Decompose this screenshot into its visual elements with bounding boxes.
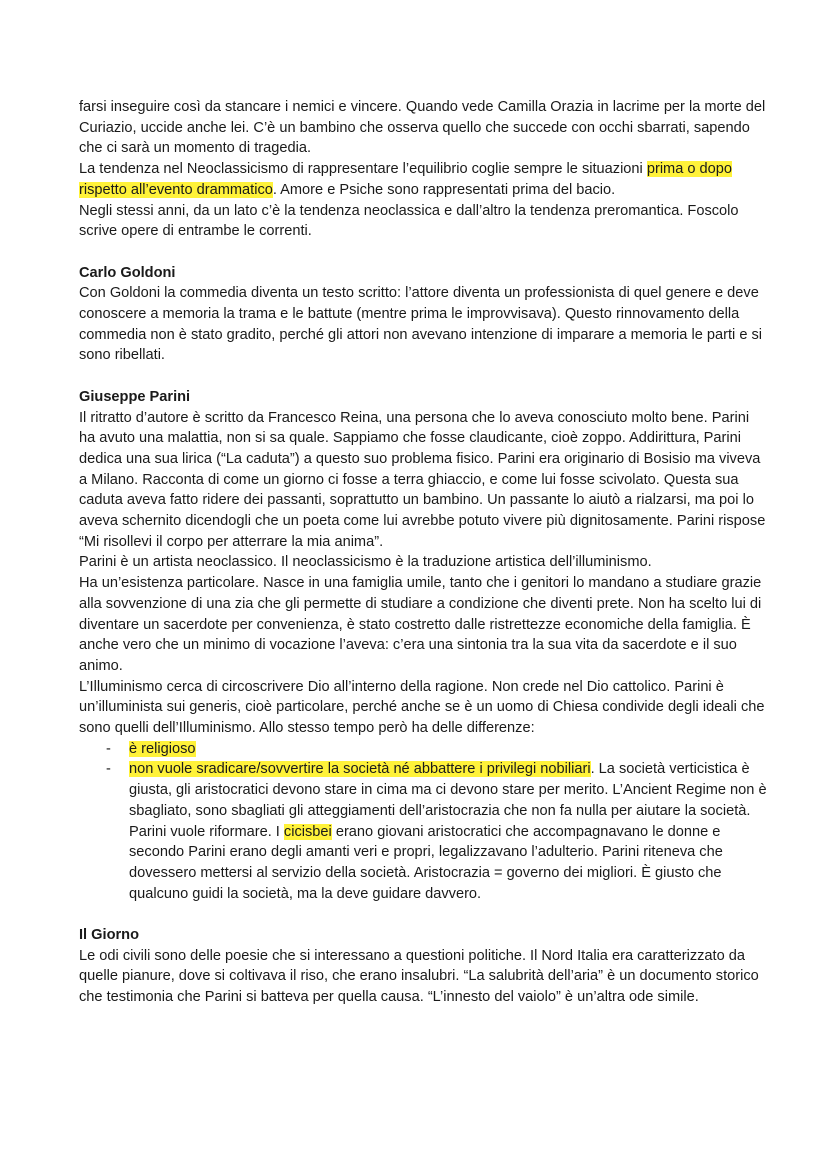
section-heading-parini: Giuseppe Parini [79, 388, 191, 405]
spacer [79, 904, 768, 925]
highlighted-text: prima o dopo rispetto all’evento drammatico [79, 161, 733, 198]
paragraph-goldoni: Con Goldoni la commedia diventa un testo scritto: l’attore diventa un professionista di quel genere e deve conoscere a memoria la trama e le battute (mentre prima le improvvisava). Questo rinnovamento della commedia non è stato gradito, perché gli attori non avevano intenzione di imparare a memoria le parti e si sono ribellati. [79, 285, 763, 364]
list-item [106, 739, 768, 760]
list-item [106, 759, 768, 904]
highlighted-text: cicisbei [283, 823, 332, 840]
paragraph-parini-3: Ha un’esistenza particolare. Nasce in una famiglia umile, tanto che i genitori lo mandano a studiare grazie alla sovvenzione di una zia che gli permette di studiare a condizione che diventi prete. Non ha scelto lui di diventare un sacerdote per convenienza, è stato costretto dalle ristrettezze economiche della famiglia. È anche vero che un minimo di vocazione l’aveva: c’era una sintonia tra la sua vita da sacerdote e il suo animo. [79, 575, 762, 674]
highlighted-text: è religioso [129, 740, 196, 757]
spacer [79, 242, 768, 263]
paragraph-intro-3: Negli stessi anni, da un lato c’è la tendenza neoclassica e dall’altro la tendenza preromantica. Foscolo scrive opere di entrambe le correnti. [79, 202, 739, 240]
spacer [79, 366, 768, 387]
paragraph-parini-2: Parini è un artista neoclassico. Il neoclassicismo è la traduzione artistica dell’illuminismo. [79, 554, 652, 571]
text-segment: . Amore e Psiche sono rappresentati prima del bacio. [272, 181, 616, 198]
paragraph-giorno: Le odi civili sono delle poesie che si interessano a questioni politiche. Il Nord Italia era caratterizzato da quelle pianure, dove si coltivava il riso, che erano insalubri. “La salubrità dell’aria” è un documento storico che testimonia che Parini si batteva per quella causa. “L’innesto del vaiolo” è un’altra ode simile. [79, 947, 759, 1006]
section-heading-giorno: Il Giorno [79, 927, 139, 944]
differences-list [79, 739, 768, 905]
paragraph-intro-2 [79, 159, 768, 200]
highlighted-text: non vuole sradicare/sovvertire la società né abbattere i privilegi nobiliari [129, 761, 591, 778]
text-segment: . La società verticistica è giusta, gli aristocratici devono stare in cima ma ci devono stare per merito. L’Ancient Regime non è sbagliato, sono sbagliati gli atteggiamenti dell’aristocrazia che non fa nulla per aiutare la società. Parini vuole riformare. I [129, 761, 767, 840]
paragraph-parini-1: Il ritratto d’autore è scritto da Francesco Reina, una persona che lo aveva conosciuto molto bene. Parini ha avuto una malattia, non si sa quale. Sappiamo che fosse claudicante, cioè zoppo. Addirittura, Parini dedica una sua lirica (“La caduta”) a questo suo problema fisico. Parini era originario di Bosisio ma viveva a Milano. Racconta di come un giorno ci fosse a terra ghiaccio, e come lui fosse scivolato. Questa sua caduta aveva fatto ridere dei passanti, soprattutto un bambino. Un passante lo aiutò a rialzarsi, ma poi lo aveva schernito dicendogli che un poeta come lui avrebbe potuto vivere più dignitosamente. Parini rispose “Mi risollevi il corpo per atterrare la mia anima”. [79, 409, 766, 550]
section-heading-goldoni: Carlo Goldoni [79, 264, 176, 281]
text-segment: La tendenza nel Neoclassicismo di rappresentare l’equilibrio coglie sempre le situazioni [79, 161, 647, 178]
paragraph-parini-4: L’Illuminismo cerca di circoscrivere Dio all’interno della ragione. Non crede nel Dio cattolico. Parini è un’illuminista sui generis, cioè particolare, perché anche se è un uomo di Chiesa condivide degli ideali che sono quelli dell’Illuminismo. Allo stesso tempo però ha delle differenze: [79, 678, 765, 737]
text-segment: erano giovani aristocratici che accompagnavano le donne e secondo Parini erano degli amanti veri e propri, legalizzavano l’adulterio. Parini riteneva che dovessero mettersi al servizio della società. Aristocrazia = governo dei migliori. È giusto che qualcuno guidi la società, ma la deve guidare davvero. [129, 823, 723, 902]
paragraph-intro-1: farsi inseguire così da stancare i nemici e vincere. Quando vede Camilla Orazia in lacrime per la morte del Curiazio, uccide anche lei. C’è un bambino che osserva quello che succede con occhi sbarrati, sapendo che ci sarà un momento di tragedia. [79, 99, 766, 157]
